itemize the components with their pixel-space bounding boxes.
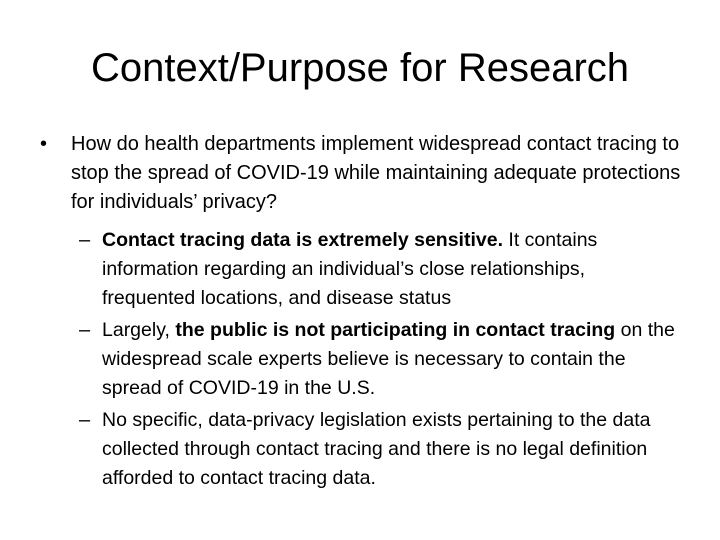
dash-icon: – — [79, 409, 91, 431]
sub-bullet-bold: Contact tracing data is extremely sensitive. — [102, 229, 503, 251]
dash-icon: – — [79, 319, 91, 341]
sub-bullet-rest: on the widespread scale experts believe is necessary to contain the spread of COVID-19 in the U.S. — [102, 319, 675, 399]
main-bullet-text: How do health departments implement widespread contact tracing to stop the spread of COVID-19 while maintaining adequate protections for individuals’ privacy? — [71, 133, 681, 213]
sub-bullet-rest: It contains information regarding an individual’s close relationships, frequented locations, and disease status — [102, 229, 598, 309]
sub-bullet-text — [102, 316, 680, 403]
sub-bullet-lead: Largely, — [102, 319, 176, 341]
sub-bullet-text: No specific, data-privacy legislation exists pertaining to the data collected through contact tracing and there is no legal definition afforded to contact tracing data. — [102, 409, 651, 489]
sub-bullet-text — [102, 226, 680, 313]
slide-title: Context/Purpose for Research — [90, 46, 630, 90]
sub-bullet-bold: the public is not participating in contact tracing — [175, 319, 616, 341]
bullet-dot-icon: • — [40, 133, 48, 155]
dash-icon: – — [79, 229, 91, 251]
